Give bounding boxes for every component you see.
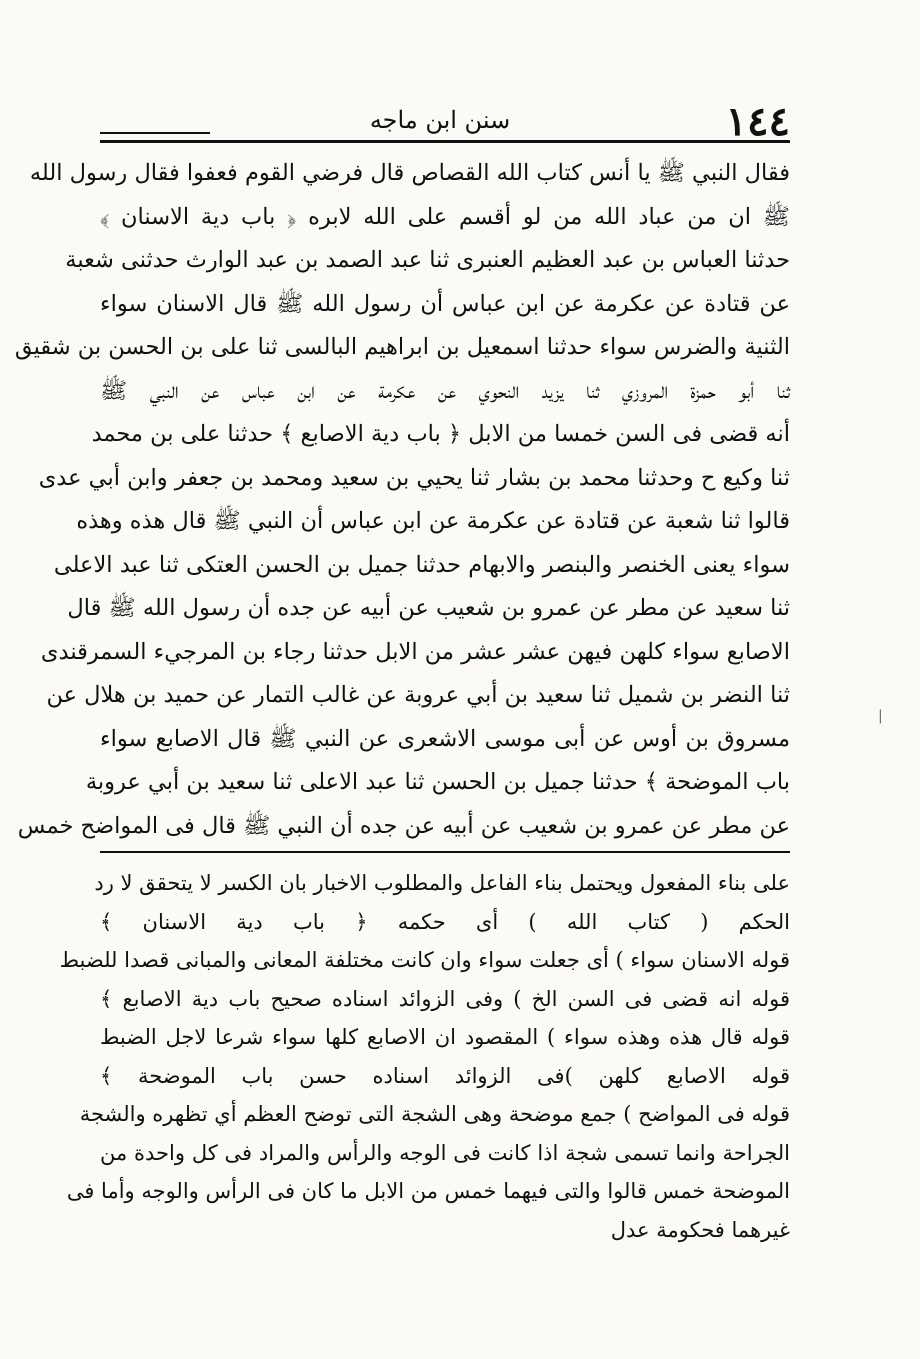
main-text-line: عن مطر عن عمرو بن شعيب عن أبيه عن جده أن النبي ﷺ قال فى المواضح خمس bbox=[17, 812, 790, 839]
margin-tick: | bbox=[878, 708, 883, 724]
main-text-line: ثنا سعيد عن مطر عن عمرو بن شعيب عن أبيه عن جده أن رسول الله ﷺ قال bbox=[67, 595, 790, 621]
footnote-line: غيرهما فحكومة عدل bbox=[610, 1217, 790, 1242]
main-text-line: الثنية والضرس سواء حدثنا اسمعيل بن ابراهيم البالسى ثنا على بن الحسن بن شقيق bbox=[14, 334, 790, 360]
footnote-line: قوله انه قضى فى السن الخ ) وفى الزوائد اسناده صحيح باب دية الاصابع ﴾ bbox=[100, 986, 790, 1011]
header-rule bbox=[100, 140, 790, 143]
footnote-line: على بناء المفعول ويحتمل بناء الفاعل والمطلوب الاخبار بان الكسر لا يتحقق لا رد bbox=[94, 871, 790, 895]
main-text-line: ثنا النضر بن شميل ثنا سعيد بن أبي عروبة عن غالب التمار عن حميد بن هلال عن bbox=[46, 682, 790, 708]
footnote-line: قوله فى المواضح ) جمع موضحة وهى الشجة التى توضح العظم أي تظهره والشجة bbox=[79, 1102, 790, 1126]
main-text-line: باب الموضحة ﴾ حدثنا جميل بن الحسن ثنا عبد الاعلى ثنا سعيد بن أبي عروبة bbox=[85, 769, 790, 795]
footnotes-block bbox=[59, 864, 790, 1249]
page-header bbox=[100, 100, 790, 144]
main-text-line: فقال النبي ﷺ يا أنس كتاب الله القصاص قال فرضي القوم فعفوا فقال رسول الله bbox=[29, 160, 790, 186]
main-text-line: ثنا وكيع ح وحدثنا محمد بن بشار ثنا يحيي بن سعيد ومحمد بن جعفر وابن أبي عدى bbox=[38, 464, 790, 491]
main-text-block bbox=[14, 152, 790, 848]
main-text-line: ﷺ ان من عباد الله من لو أقسم على الله لابره ﴿ باب دية الاسنان ﴾ bbox=[100, 203, 790, 230]
footnote-line: قوله قال هذه وهذه سواء ) المقصود ان الاصابع كلها سواء شرعا لاجل الضبط bbox=[100, 1025, 790, 1049]
footnote-line: قوله الاصابع كلهن )فى الزوائد اسناده حسن باب الموضحة ﴾ bbox=[100, 1063, 790, 1088]
header-rule-short bbox=[100, 132, 210, 134]
main-text-line: عن قتادة عن عكرمة عن ابن عباس أن رسول الله ﷺ قال الاسنان سواء bbox=[100, 290, 790, 317]
main-text-line: الاصابع سواء كلهن فيهن عشر عشر من الابل حدثنا رجاء بن المرجيء السمرقندى bbox=[40, 638, 790, 665]
footnote-line: الموضحة خمس قالوا والتى فيهما خمس من الابل ما كان فى الرأس والوجه وأما فى bbox=[66, 1179, 790, 1203]
main-text-line: مسروق بن أوس عن أبى موسى الاشعرى عن النبي ﷺ قال الاصابع سواء bbox=[100, 725, 790, 752]
footnote-divider bbox=[100, 851, 790, 853]
running-title: سنن ابن ماجه bbox=[369, 106, 511, 134]
footnote-line: الجراحة وانما تسمى شجة اذا كانت فى الوجه والرأس والمراد فى كل واحدة من bbox=[100, 1140, 790, 1165]
main-text-line: سواء يعنى الخنصر والبنصر والابهام حدثنا جميل بن الحسن العتكى ثنا عبد الاعلى bbox=[53, 551, 790, 578]
main-text-line: أنه قضى فى السن خمسا من الابل ﴿ باب دية الاصابع ﴾ حدثنا على بن محمد bbox=[91, 421, 790, 447]
main-text-line: قالوا ثنا شعبة عن قتادة عن عكرمة عن ابن عباس أن النبي ﷺ قال هذه وهذه bbox=[76, 508, 790, 534]
main-text-line: حدثنا العباس بن عبد العظيم العنبرى ثنا عبد الصمد بن عبد الوارث حدثنى شعبة bbox=[65, 247, 790, 273]
page-number: ١٤٤ bbox=[725, 98, 790, 145]
footnote-line: قوله الاسنان سواء ) أى جعلت سواء وان كانت مختلفة المعانى والمبانى قصدا للضبط bbox=[59, 948, 790, 972]
main-text-line: ثنا أبو حمزة المروزي ثنا يزيد النحوي عن عكرمة عن ابن عباس عن النبي ﷺ bbox=[100, 377, 790, 404]
footnote-line: الحكم ( كتاب الله ) أى حكمه ﴿ باب دية الاسنان ﴾ bbox=[100, 909, 790, 934]
